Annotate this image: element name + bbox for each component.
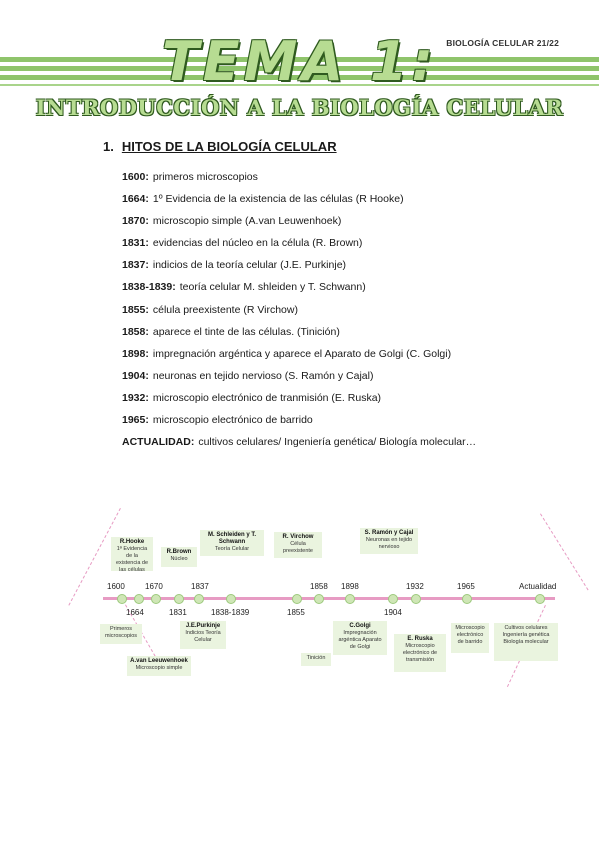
timeline-year: 1898 [341, 582, 359, 591]
timeline-year: 1904 [384, 608, 402, 617]
timeline-box-brown [161, 547, 197, 567]
event-year: 1855: [122, 303, 149, 316]
section-number: 1. [103, 139, 114, 154]
timeline-dot [134, 594, 144, 604]
list-item [122, 413, 476, 435]
box-desc: Tinición [306, 655, 326, 661]
timeline-year: 1838-1839 [211, 608, 250, 617]
event-text: evidencias del núcleo en la célula (R. Brown) [152, 237, 363, 250]
timeline-dot [462, 594, 472, 604]
box-desc: Núcleo [170, 556, 188, 562]
box-desc: Impregnación argéntica Aparato de Golgi [338, 630, 382, 650]
box-name: R.Brown [166, 549, 192, 555]
event-year: 1858: [122, 325, 149, 338]
timeline-box-virchow [274, 532, 322, 558]
timeline-box-schleiden [200, 530, 264, 556]
box-name: R.Hooke [119, 539, 145, 545]
box-desc: Microscopio electrónico de barrido [455, 625, 485, 645]
timeline-dot [535, 594, 545, 604]
list-item [122, 369, 476, 391]
event-year: 1600: [122, 171, 149, 183]
event-text: aparece el tinte de las células. (Tinición) [152, 325, 340, 338]
timeline-dot [117, 594, 127, 604]
timeline-box-leeuwenhoek [127, 656, 191, 676]
box-desc: Cultivos celulares Ingeniería genética Biología molecular [502, 625, 550, 645]
timeline-year: 1831 [169, 608, 187, 617]
timeline-box-ruska [394, 634, 446, 672]
timeline-year: 1855 [287, 608, 305, 617]
box-desc: Célula preexistente [283, 541, 313, 554]
section-heading [103, 139, 337, 154]
event-year: 1870: [122, 215, 149, 228]
event-text: neuronas en tejido nervioso (S. Ramón y Cajal) [152, 369, 374, 382]
box-name: A.van Leeuwenhoek [130, 658, 188, 664]
timeline-box-barrido [451, 623, 489, 653]
timeline-axis [103, 597, 555, 600]
timeline-dot [292, 594, 302, 604]
box-desc: Primeros microscopios [104, 626, 138, 639]
box-name: M. Schleiden y T. Schwann [207, 532, 256, 545]
header-tag: BIOLOGÍA CELULAR 21/22 [446, 38, 559, 48]
events-list [122, 170, 476, 457]
event-text: célula preexistente (R Virchow) [152, 303, 298, 316]
list-item [122, 435, 476, 457]
timeline-dot [226, 594, 236, 604]
timeline-dot [388, 594, 398, 604]
timeline-year: 1664 [126, 608, 144, 617]
event-year: 1904: [122, 369, 149, 382]
event-year: 1932: [122, 391, 149, 404]
event-text: teoría celular M. shleiden y T. Schwann) [179, 281, 366, 294]
event-text: indicios de la teoría celular (J.E. Purkinje) [152, 259, 347, 272]
box-name: J.E.Purkinje [185, 623, 221, 629]
timeline-diagram [0, 510, 599, 710]
timeline-dot [194, 594, 204, 604]
timeline-box-purkinje [180, 621, 226, 649]
list-item [122, 170, 476, 192]
timeline-year: 1965 [457, 582, 475, 591]
timeline-year: Actualidad [519, 582, 557, 591]
event-year: 1965: [122, 414, 149, 427]
event-text: primeros microscopios [152, 171, 258, 183]
event-year: 1898: [122, 347, 149, 360]
timeline-dot [174, 594, 184, 604]
list-item [122, 258, 476, 280]
timeline-box-tinicion [301, 653, 331, 666]
box-desc: Indicios Teoría Celular [185, 630, 221, 643]
list-item [122, 280, 476, 302]
timeline-dot [411, 594, 421, 604]
list-item [122, 236, 476, 258]
event-year: 1837: [122, 259, 149, 272]
event-text: microscopio electrónico de tranmisión (E. Ruska) [152, 391, 382, 404]
timeline-box-primeros [100, 624, 142, 644]
event-text: microscopio simple (A.van Leuwenhoek) [152, 215, 342, 228]
timeline-year: 1670 [145, 582, 163, 591]
box-name: C.Golgi [349, 623, 371, 629]
box-name: E. Ruska [407, 636, 433, 642]
timeline-year: 1600 [107, 582, 125, 591]
deco-line [540, 513, 589, 590]
timeline-box-golgi [333, 621, 387, 655]
page-title: TEMA 1: [161, 30, 438, 93]
box-desc: Neuronas en tejido nervioso [365, 537, 413, 550]
timeline-year: 1837 [191, 582, 209, 591]
list-item [122, 303, 476, 325]
list-item [122, 214, 476, 236]
event-year: 1664: [122, 193, 149, 206]
event-year: 1838-1839: [122, 281, 176, 294]
list-item [122, 347, 476, 369]
event-text: microscopio electrónico de barrido [152, 414, 313, 427]
timeline-box-cajal [360, 528, 418, 554]
timeline-year: 1858 [310, 582, 328, 591]
list-item [122, 325, 476, 347]
timeline-dot [314, 594, 324, 604]
timeline-dot [151, 594, 161, 604]
timeline-box-actualidad [494, 623, 558, 661]
box-desc: Microscopio electrónico de transmisión [402, 643, 438, 663]
box-name: S. Ramón y Cajal [364, 530, 414, 536]
list-item [122, 192, 476, 214]
event-year: ACTUALIDAD: [122, 436, 195, 449]
event-text: impregnación argéntica y aparece el Aparato de Golgi (C. Golgi) [152, 347, 452, 360]
box-desc: Teoría Celular [214, 546, 250, 552]
timeline-year: 1932 [406, 582, 424, 591]
event-year: 1831: [122, 237, 149, 250]
box-desc: 1ª Evidencia de la existencia de las células [115, 546, 149, 573]
timeline-box-hooke [111, 537, 153, 571]
timeline-dot [345, 594, 355, 604]
page-subtitle: INTRODUCCIÓN A LA BIOLOGÍA CELULAR [35, 95, 564, 120]
box-name: R. Virchow [282, 534, 314, 540]
list-item [122, 391, 476, 413]
event-text: 1º Evidencia de la existencia de las células (R Hooke) [152, 193, 404, 206]
event-text: cultivos celulares/ Ingeniería genética/ Biología molecular… [198, 436, 477, 449]
section-title: HITOS DE LA BIOLOGÍA CELULAR [121, 139, 337, 154]
box-desc: Microscopio simple [135, 665, 183, 671]
